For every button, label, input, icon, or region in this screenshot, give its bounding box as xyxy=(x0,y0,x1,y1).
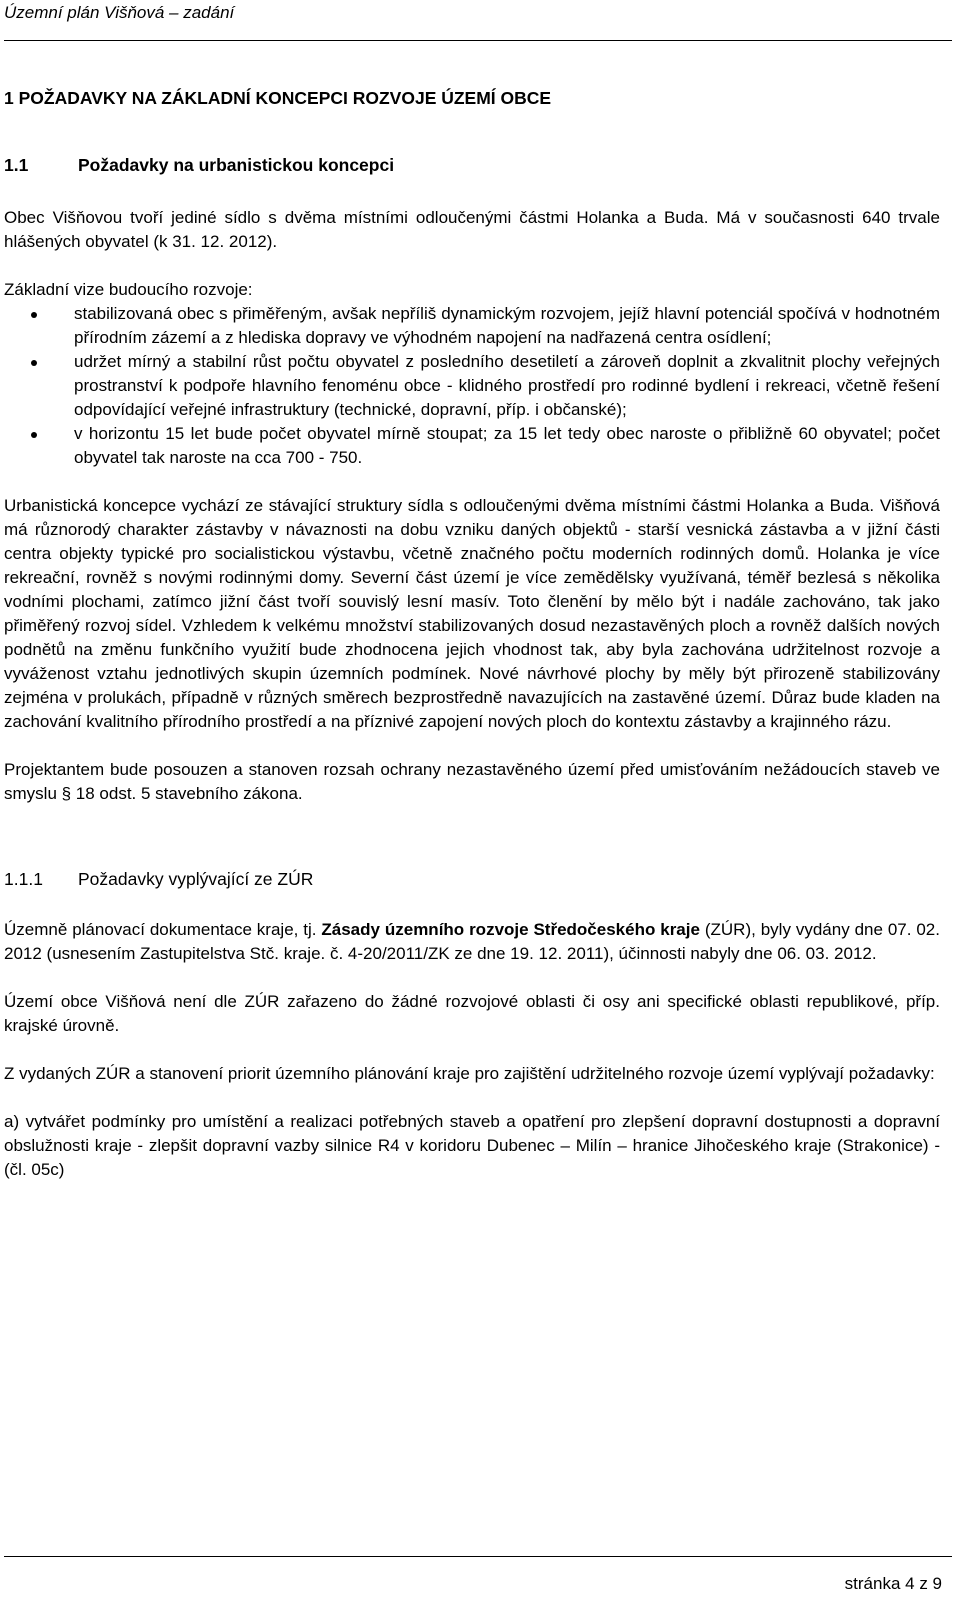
area-paragraph: Území obce Višňová není dle ZÚR zařazeno do žádné rozvojové oblasti či osy ani specifické oblasti republikové, příp. krajské úrovně. xyxy=(4,992,940,1035)
priorities-paragraph: Z vydaných ZÚR a stanovení priorit územního plánování kraje pro zajištění udržitelného rozvoje území vyplývají požadavky: xyxy=(4,1064,935,1083)
bullet-icon xyxy=(31,312,37,318)
vision-item-text: stabilizovaná obec s přiměřeným, avšak nepříliš dynamickým rozvojem, jejíž hlavní potenciál spočívá v hodnotném přírodním zázemí a z hlediska dopravy ve výhodném napojení na nadřazená centra osídlení; xyxy=(74,304,940,347)
zur-text-after: (ZÚR), byly vydány dne 07. 02. 2012 (usnesením Zastupitelstva Stč. kraje. č. 4-20/2011/ZK ze dne 19. 12. 2011), účinnosti nabyly dne 06. 03. 2012. xyxy=(4,920,940,963)
section-heading xyxy=(4,152,940,178)
section-number: 1.1 xyxy=(4,155,29,175)
header-divider xyxy=(4,40,952,41)
vision-list xyxy=(4,302,940,470)
zur-document-name: Zásady územního rozvoje Středočeského kraje xyxy=(321,920,700,939)
running-header: Územní plán Višňová – zadání xyxy=(4,3,235,22)
bullet-icon xyxy=(31,432,37,438)
bullet-icon xyxy=(31,360,37,366)
chapter-heading xyxy=(4,84,940,112)
chapter-title: POŽADAVKY NA ZÁKLADNÍ KONCEPCI ROZVOJE ÚZEMÍ OBCE xyxy=(18,88,552,108)
vision-heading: Základní vize budoucího rozvoje: xyxy=(4,280,253,299)
chapter-number: 1 xyxy=(4,88,14,108)
requirement-item-a: a) vytvářet podmínky pro umístění a realizaci potřebných staveb a opatření pro zlepšení dopravní dostupnosti a dopravní obslužnosti kraje - zlepšit dopravní vazby silnice R4 v koridoru Dubenec – Milín – hranice Jihočeského kraje (Strakonice) - (čl. 05c) xyxy=(4,1112,940,1179)
page-number: stránka 4 z 9 xyxy=(844,1574,942,1593)
vision-list-item xyxy=(4,302,940,350)
urban-concept-paragraph: Urbanistická koncepce vychází ze stávající struktury sídla s odloučenými dvěma místními částmi Holanka a Buda. Višňová má různorodý charakter zástavby v návaznosti na dobu vzniku daných objektů - starší vesnická zástavba a v jižní části centra objekty typické pro socialistickou výstavbu, včetně značného počtu moderních rodinných domů. Holanka je více rekreační, rovněž s novými rodinnými domy. Severní část území je více zemědělsky využívaná, téměř bezlesá s několika vodními plochami, zatímco jižní část tvoří souvislý lesní masív. Toto členění by mělo být i nadále zachováno, tak jako přiměřený rozvoj sídel. Vzhledem k velkému množství stabilizovaných dosud nezastavěných ploch a rovněž dalších nových podnětů na změnu funkčního využití bude zhodnocena jejich vhodnost tak, aby byla zachována udržitelnost rozvoje a vyváženost vztahu jednotlivých skupin územních podmínek. Nové návrhové plochy by měly být přirozeně stabilizovány zejména v prolukách, případně v různých směrech bezprostředně navazujících na zastavěné území. Důraz bude kladen na zachování kvalitního přírodního prostředí a na příznivé zapojení nových ploch do kontextu zástavby a krajinného rázu. xyxy=(4,496,940,731)
vision-item-text: v horizontu 15 let bude počet obyvatel mírně stoupat; za 15 let tedy obec naroste o přibližně 60 obyvatel; počet obyvatel tak naroste na cca 700 - 750. xyxy=(74,424,940,467)
section-title: Požadavky na urbanistickou koncepci xyxy=(78,155,395,175)
zur-text-before: Územně plánovací dokumentace kraje, tj. xyxy=(4,920,322,939)
subsection-title: Požadavky vyplývající ze ZÚR xyxy=(78,869,314,889)
subsection-heading xyxy=(4,866,940,892)
designer-paragraph: Projektantem bude posouzen a stanoven rozsah ochrany nezastavěného území před umisťováním nežádoucích staveb ve smyslu § 18 odst. 5 stavebního zákona. xyxy=(4,760,940,803)
zur-paragraph xyxy=(4,918,940,966)
subsection-number: 1.1.1 xyxy=(4,869,43,889)
vision-item-text: udržet mírný a stabilní růst počtu obyvatel z posledního desetiletí a zároveň doplnit a zkvalitnit plochy veřejných prostranství k podpoře hlavního fenoménu obce - klidného prostředí pro rodinné bydlení i rekreaci, včetně řešení odpovídající veřejné infrastruktury (technické, dopravní, příp. i občanské); xyxy=(74,352,940,419)
footer-divider xyxy=(4,1556,952,1557)
intro-paragraph: Obec Višňovou tvoří jediné sídlo s dvěma místními odloučenými částmi Holanka a Buda. Má v současnosti 640 trvale hlášených obyvatel (k 31. 12. 2012). xyxy=(4,208,940,251)
vision-list-item xyxy=(4,422,940,470)
page-content xyxy=(4,84,940,1182)
vision-list-item xyxy=(4,350,940,422)
